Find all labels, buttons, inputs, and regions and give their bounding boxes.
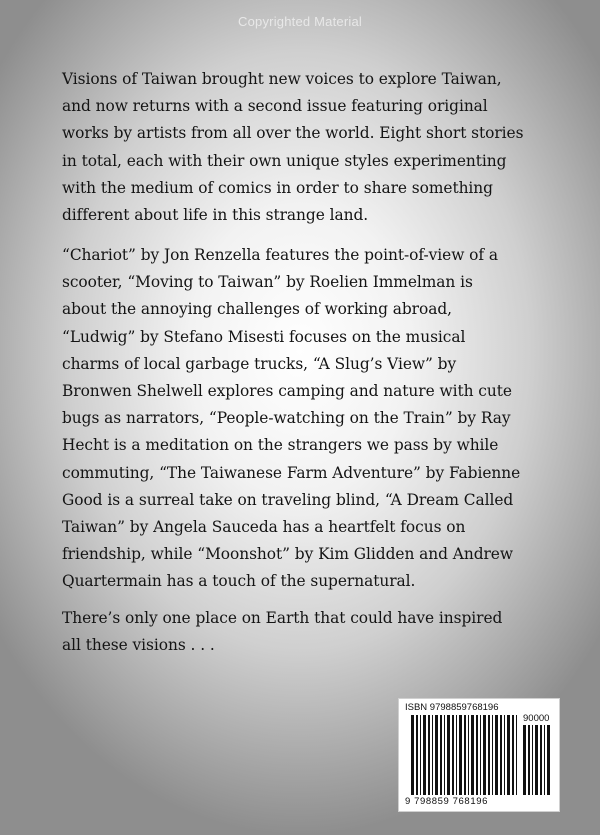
barcode-bar: [416, 715, 418, 795]
barcode-bar: [532, 725, 533, 795]
barcode-bar: [423, 715, 426, 795]
barcode-bar: [480, 715, 481, 795]
barcode-bar: [540, 725, 542, 795]
barcode-bar: [523, 725, 526, 795]
barcode-bar: [432, 715, 433, 795]
barcode-bar: [452, 715, 454, 795]
text-line: charms of local garbage trucks, “A Slug’s View” by: [62, 354, 457, 373]
copyright-watermark: Copyrighted Material: [238, 14, 362, 29]
text-line: Taiwan” by Angela Sauceda has a heartfelt focus on: [62, 518, 466, 537]
barcode-bar: [411, 715, 414, 795]
barcode-bar: [435, 715, 438, 795]
barcode-bar: [459, 715, 462, 795]
text-line: Good is a surreal take on traveling blind, “A Dream Called: [62, 490, 514, 509]
barcode-bar: [456, 715, 457, 795]
text-line: Visions of Taiwan brought new voices to explore Taiwan,: [62, 70, 502, 88]
addon-barcode-bars: [523, 725, 553, 795]
isbn-barcode: [398, 698, 560, 812]
barcode-bar: [440, 715, 442, 795]
barcode-bar: [504, 715, 505, 795]
price-code-label: 90000: [523, 713, 550, 724]
text-line: “Chariot” by Jon Renzella features the point-of-view of a: [62, 246, 498, 264]
barcode-bar: [535, 725, 538, 795]
ean-barcode-bars: [411, 715, 517, 795]
text-line: with the medium of comics in order to share something: [62, 178, 493, 197]
barcode-bar: [507, 715, 510, 795]
isbn-label: ISBN 9798859768196: [405, 702, 499, 713]
text-line: Bronwen Shelwell explores camping and nature with cute: [62, 382, 512, 401]
barcode-bar: [428, 715, 430, 795]
barcode-bar: [500, 715, 502, 795]
blurb-paragraph-stories: [62, 242, 562, 596]
text-line: different about life in this strange land.: [62, 206, 369, 225]
text-line: Quartermain has a touch of the supernatural.: [62, 572, 416, 591]
blurb-paragraph-closing: [62, 605, 562, 659]
barcode-bar: [492, 715, 493, 795]
text-line: in total, each with their own unique styles experimenting: [62, 151, 507, 170]
barcode-bar: [447, 715, 450, 795]
text-line: all these visions . . .: [62, 636, 215, 655]
text-line: bugs as narrators, “People-watching on the Train” by Ray: [62, 409, 511, 428]
text-line: friendship, while “Moonshot” by Kim Glidden and Andrew: [62, 545, 513, 564]
barcode-bar: [547, 725, 550, 795]
text-line: and now returns with a second issue featuring original: [62, 97, 488, 116]
barcode-bar: [528, 725, 530, 795]
text-line: commuting, “The Taiwanese Farm Adventure” by Fabienne: [62, 463, 521, 482]
barcode-bar: [468, 715, 469, 795]
barcode-bar: [444, 715, 445, 795]
barcode-bar: [512, 715, 514, 795]
barcode-bar: [483, 715, 486, 795]
barcode-bar: [544, 725, 545, 795]
barcode-bar: [420, 715, 421, 795]
barcode-bar: [495, 715, 498, 795]
barcode-bar: [516, 715, 517, 795]
barcode-bar: [488, 715, 490, 795]
barcode-bar: [471, 715, 474, 795]
barcode-bar: [476, 715, 478, 795]
text-line: scooter, “Moving to Taiwan” by Roelien Immelman is: [62, 273, 473, 292]
text-line: Hecht is a meditation on the strangers we pass by while: [62, 436, 499, 455]
barcode-bar: [464, 715, 466, 795]
text-line: “Ludwig” by Stefano Misesti focuses on the musical: [62, 327, 466, 346]
text-line: There’s only one place on Earth that could have inspired: [62, 609, 503, 627]
barcode-digits: 9 798859 768196: [405, 796, 488, 807]
text-line: works by artists from all over the world. Eight short stories: [62, 124, 524, 143]
text-line: about the annoying challenges of working abroad,: [62, 300, 452, 319]
blurb-paragraph-intro: [62, 66, 562, 229]
